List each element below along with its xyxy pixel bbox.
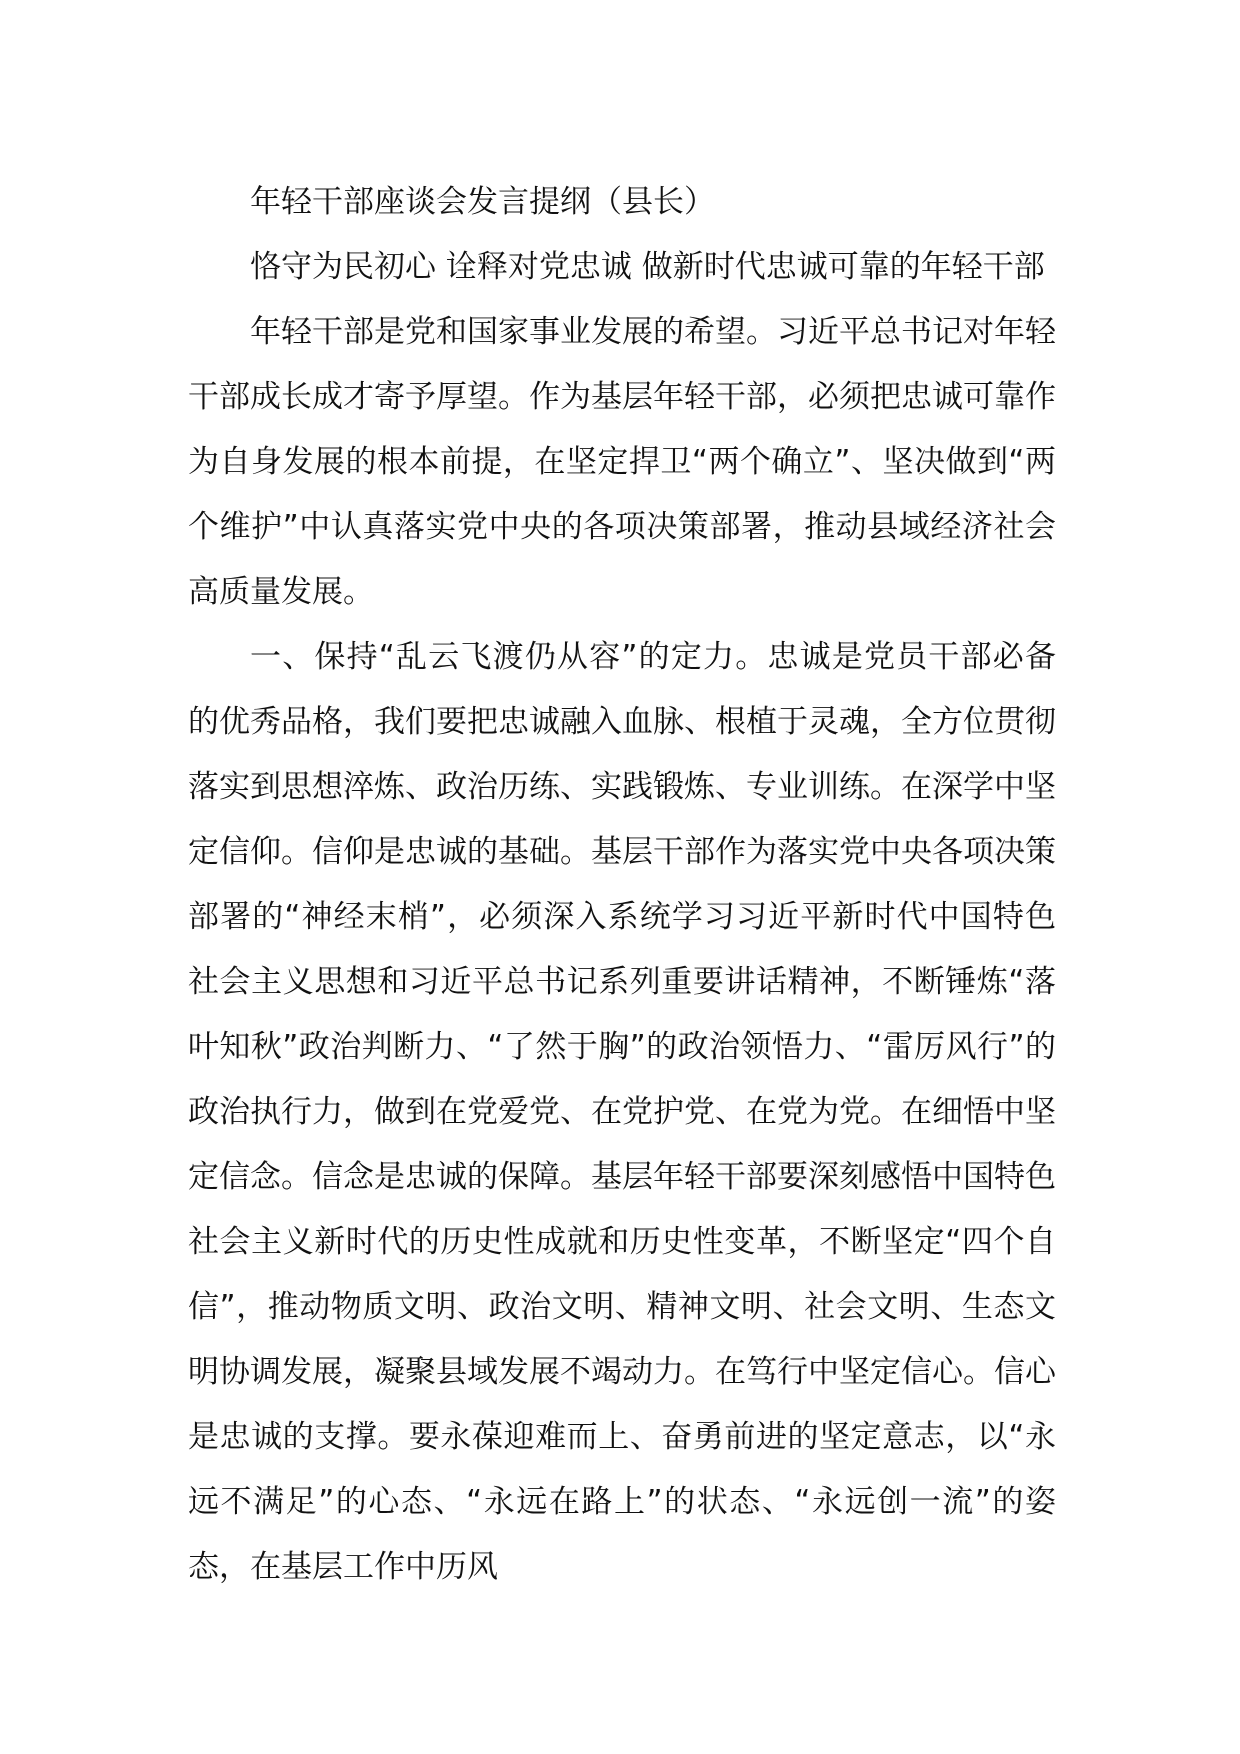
section-one-paragraph: 一、保持“乱云飞渡仍从容”的定力。忠诚是党员干部必备的优秀品格，我们要把忠诚融入血脉、根植于灵魂，全方位贯彻落实到思想淬炼、政治历练、实践锻炼、专业训练。在深学中坚定信仰。信仰是忠诚的基础。基层干部作为落实党中央各项决策部署的“神经末梢”，必须深入系统学习习近平新时代中国特色社会主义思想和习近平总书记系列重要讲话精神，不断锤炼“落叶知秋”政治判断力、“了然于胸”的政治领悟力、“雷厉风行”的政治执行力，做到在党爱党、在党护党、在党为党。在细悟中坚定信念。信念是忠诚的保障。基层年轻干部要深刻感悟中国特色社会主义新时代的历史性成就和历史性变革，不断坚定“四个自信”，推动物质文明、政治文明、精神文明、社会文明、生态文明协调发展，凝聚县域发展不竭动力。在笃行中坚定信心。信心是忠诚的支撑。要永葆迎难而上、奋勇前进的坚定意志，以“永远不满足”的心态、“永远在路上”的状态、“永远创一流”的姿态，在基层工作中历风 xyxy=(188,639,1056,1585)
document-subtitle: 恪守为民初心 诠释对党忠诚 做新时代忠诚可靠的年轻干部 xyxy=(250,249,1045,285)
intro-paragraph: 年轻干部是党和国家事业发展的希望。习近平总书记对年轻干部成长成才寄予厚望。作为基层年轻干部，必须把忠诚可靠作为自身发展的根本前提，在坚定捍卫“两个确立”、坚决做到“两个维护”中认真落实党中央的各项决策部署，推动县域经济社会高质量发展。 xyxy=(188,314,1056,610)
document-body xyxy=(188,170,1056,1600)
document-title: 年轻干部座谈会发言提纲（县长） xyxy=(250,184,715,220)
